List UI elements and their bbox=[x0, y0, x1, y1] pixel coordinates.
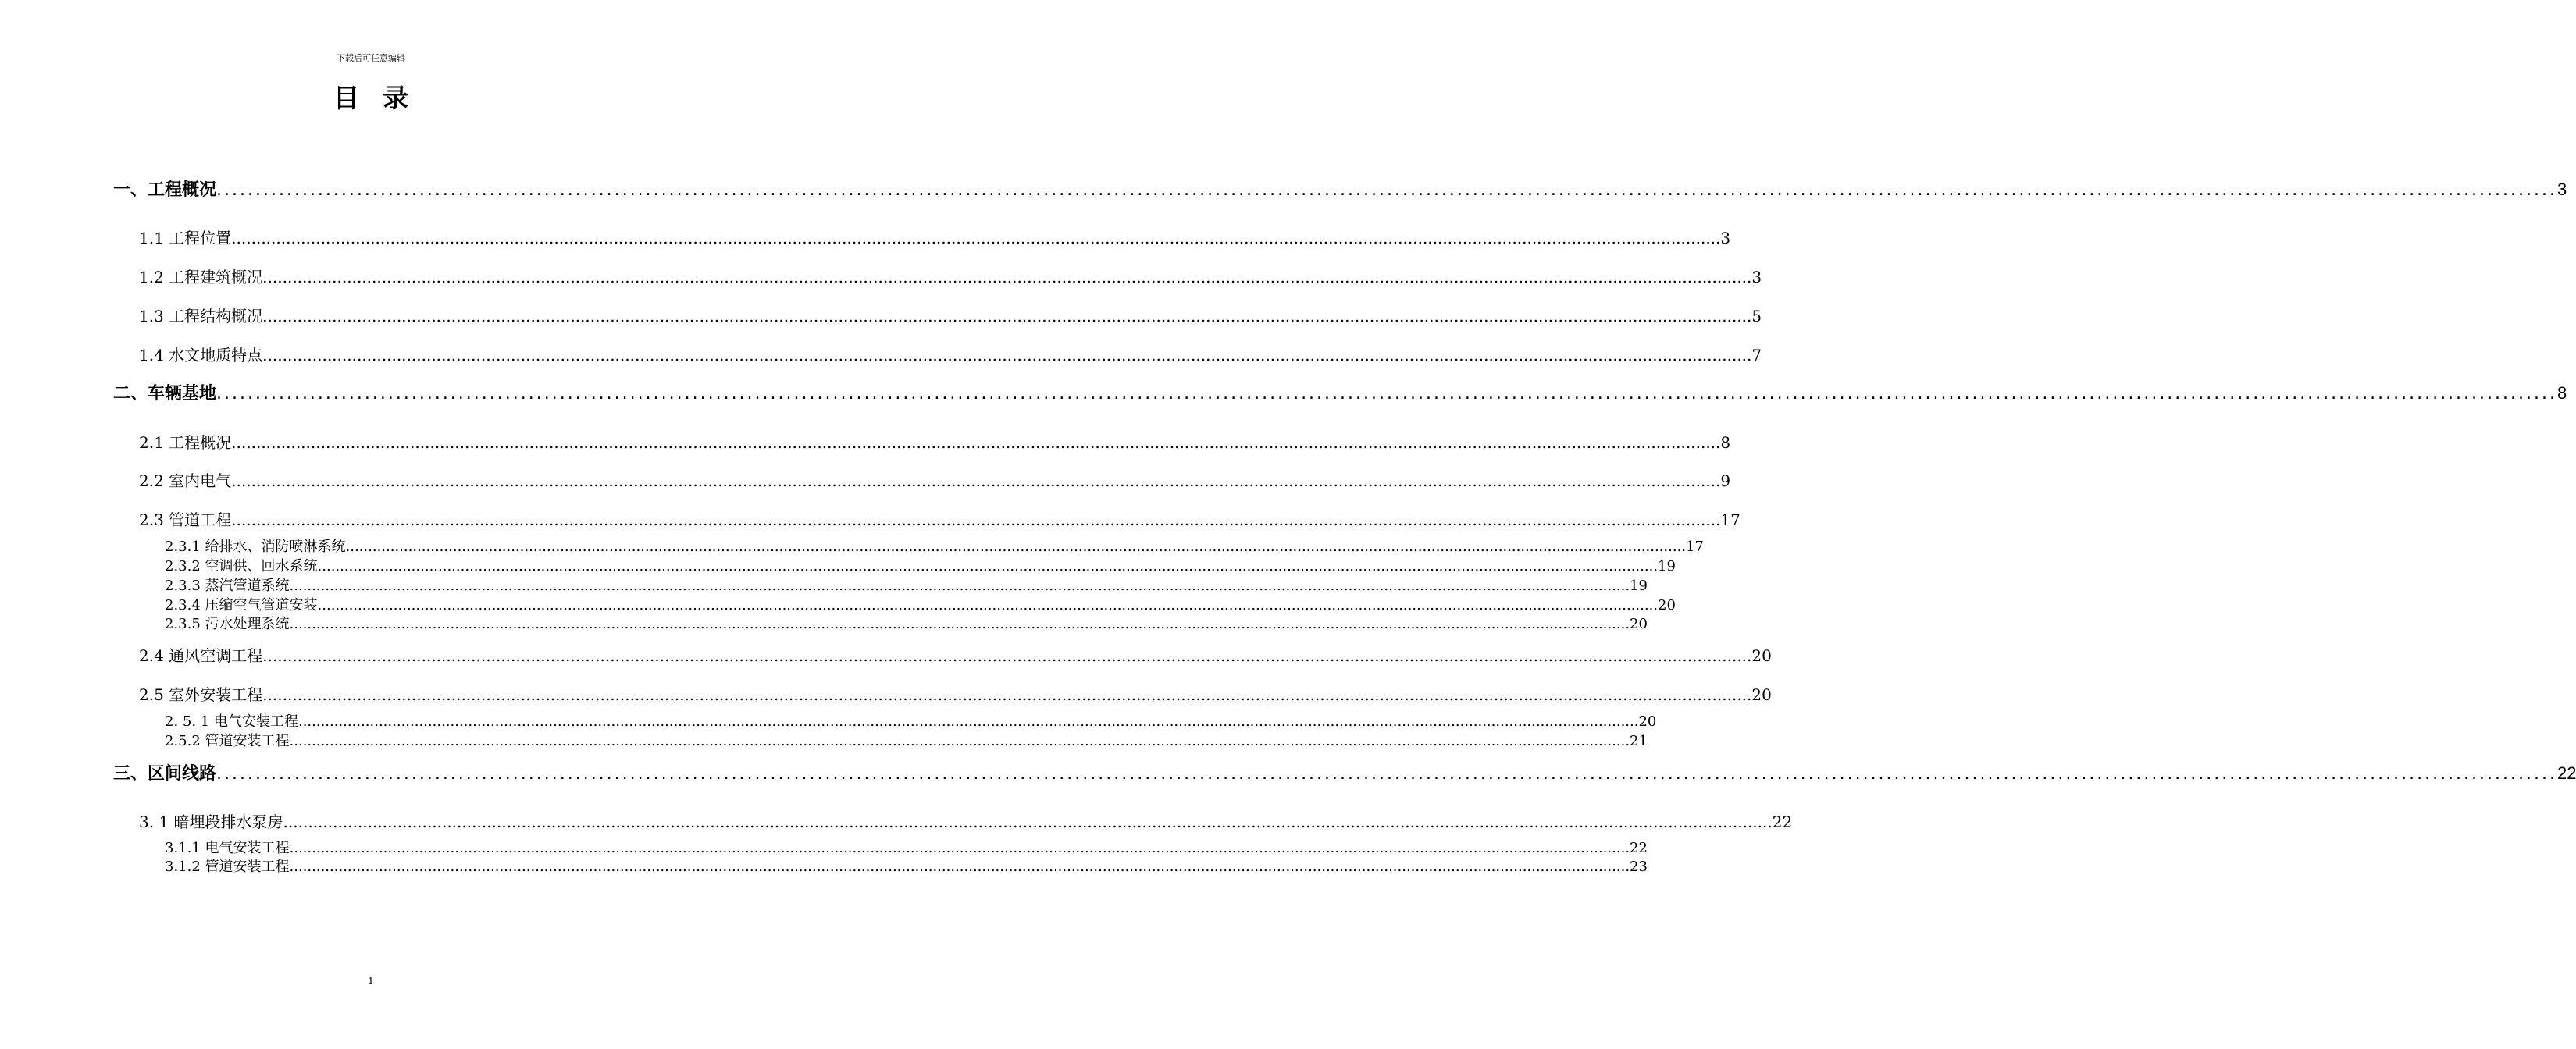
toc-entry-page: 5 bbox=[1751, 307, 1762, 325]
toc-entry[interactable] bbox=[165, 557, 1676, 576]
toc-entry[interactable] bbox=[165, 858, 1648, 877]
toc-entry-label: 2.5.2 管道安装工程 bbox=[165, 733, 290, 749]
toc-entry-label: 1.3 工程结构概况 bbox=[139, 307, 263, 325]
toc-entry-label: 一、工程概况 bbox=[113, 180, 217, 200]
toc-entry-page: 20 bbox=[1630, 616, 1648, 632]
toc-entry[interactable] bbox=[139, 682, 1772, 705]
toc-entry[interactable] bbox=[139, 343, 1762, 365]
toc-entry-page: 20 bbox=[1751, 685, 1772, 704]
toc-entry[interactable] bbox=[165, 839, 1648, 858]
toc-dot-leader: ............................................................................................................................................................................................................................................................................................................ bbox=[231, 510, 1721, 529]
toc-dot-leader: ............................................................................................................................................................................................................................................................................................................ bbox=[289, 733, 1630, 749]
toc-dot-leader: ............................................................................................................................................................................................................................................................................................................ bbox=[262, 685, 1752, 704]
toc-entry-label: 2.3 管道工程 bbox=[139, 510, 232, 529]
toc-dot-leader: ............................................................................................................................................................................................................................................................................................................ bbox=[317, 558, 1659, 574]
toc-dot-leader: ............................................................................................................................................................................................................................................................................................................ bbox=[345, 539, 1687, 555]
toc-dot-leader: ............................................................................................................................................................................................................................................................................................................ bbox=[262, 346, 1752, 364]
toc-entry-page: 17 bbox=[1720, 510, 1740, 529]
toc-entry-page: 3 bbox=[2556, 180, 2567, 199]
toc-dot-leader: ............................................................................................................................................................................................................................................................................................................ bbox=[289, 578, 1630, 594]
toc-entry-page: 22 bbox=[1772, 813, 1793, 831]
toc-entry-page: 17 bbox=[1686, 539, 1704, 555]
toc-entry-label: 2.1 工程概况 bbox=[139, 433, 232, 452]
toc-dot-leader: ............................................................................................................................................................................................................................................................................................................ bbox=[216, 764, 2557, 784]
toc-entry-label: 2.3.2 空调供、回水系统 bbox=[165, 558, 318, 574]
toc-entry-label: 3. 1 暗埋段排水泵房 bbox=[139, 813, 283, 831]
toc-entry-label: 3.1.1 电气安装工程 bbox=[165, 840, 290, 856]
toc-entry[interactable] bbox=[165, 577, 1648, 596]
toc-entry[interactable] bbox=[139, 265, 1762, 287]
toc-entry-label: 三、区间线路 bbox=[113, 764, 217, 784]
toc-dot-leader: ............................................................................................................................................................................................................................................................................................................ bbox=[317, 597, 1659, 613]
toc-dot-leader: ............................................................................................................................................................................................................................................................................................................ bbox=[231, 433, 1721, 452]
toc-entry[interactable] bbox=[139, 304, 1762, 326]
toc-entry[interactable] bbox=[139, 507, 1740, 530]
toc-entry-page: 21 bbox=[1630, 733, 1648, 749]
toc-dot-leader: ............................................................................................................................................................................................................................................................................................................ bbox=[262, 307, 1752, 325]
toc-entry[interactable] bbox=[165, 615, 1648, 634]
toc-entry-label: 3.1.2 管道安装工程 bbox=[165, 859, 290, 875]
toc-entry-page: 23 bbox=[1630, 859, 1648, 875]
header-note: 下载后可任意编辑 bbox=[337, 53, 405, 63]
toc-entry[interactable] bbox=[139, 430, 1731, 453]
toc-entry-page: 19 bbox=[1658, 558, 1676, 574]
toc-entry-label: 2.3.1 给排水、消防喷淋系统 bbox=[165, 539, 346, 555]
toc-dot-leader: ............................................................................................................................................................................................................................................................................................................ bbox=[298, 713, 1639, 730]
toc-entry-page: 20 bbox=[1751, 646, 1772, 665]
toc-entry-page: 3 bbox=[1720, 229, 1731, 247]
toc-entry[interactable] bbox=[165, 732, 1648, 751]
toc-entry-label: 1.4 水文地质特点 bbox=[139, 346, 263, 364]
toc-entry-label: 2.5 室外安装工程 bbox=[139, 685, 263, 704]
toc-dot-leader: ............................................................................................................................................................................................................................................................................................................ bbox=[231, 229, 1721, 247]
toc-entry-label: 2. 5. 1 电气安装工程 bbox=[165, 713, 298, 730]
toc-entry-label: 2.2 室内电气 bbox=[139, 471, 232, 490]
toc-title: 目录 bbox=[333, 83, 432, 113]
toc-entry[interactable] bbox=[113, 760, 2576, 784]
toc-entry-label: 1.2 工程建筑概况 bbox=[139, 268, 263, 286]
toc-dot-leader: ............................................................................................................................................................................................................................................................................................................ bbox=[283, 813, 1773, 831]
toc-dot-leader: ............................................................................................................................................................................................................................................................................................................ bbox=[289, 859, 1630, 875]
toc-entry-label: 2.4 通风空调工程 bbox=[139, 646, 263, 665]
toc-dot-leader: ............................................................................................................................................................................................................................................................................................................ bbox=[289, 616, 1630, 632]
toc-dot-leader: ............................................................................................................................................................................................................................................................................................................ bbox=[216, 384, 2557, 404]
toc-dot-leader: ............................................................................................................................................................................................................................................................................................................ bbox=[216, 180, 2557, 200]
toc-entry-label: 2.3.3 蒸汽管道系统 bbox=[165, 578, 290, 594]
toc-entry-label: 2.3.5 污水处理系统 bbox=[165, 616, 290, 632]
toc-entry-page: 3 bbox=[1751, 268, 1762, 286]
toc-entry-page: 20 bbox=[1658, 597, 1676, 613]
toc-entry-page: 22 bbox=[2556, 763, 2576, 783]
page-number: 1 bbox=[368, 976, 374, 987]
toc-entry[interactable] bbox=[165, 596, 1676, 615]
toc-entry-page: 22 bbox=[1630, 840, 1648, 856]
toc-entry-page: 19 bbox=[1630, 578, 1648, 594]
toc-entry[interactable] bbox=[113, 176, 2567, 201]
toc-entry-label: 1.1 工程位置 bbox=[139, 229, 232, 247]
toc-entry-page: 8 bbox=[2556, 383, 2567, 403]
toc-dot-leader: ............................................................................................................................................................................................................................................................................................................ bbox=[262, 646, 1752, 665]
toc-dot-leader: ............................................................................................................................................................................................................................................................................................................ bbox=[231, 471, 1721, 490]
toc-dot-leader: ............................................................................................................................................................................................................................................................................................................ bbox=[262, 268, 1752, 286]
toc-entry-label: 2.3.4 压缩空气管道安装 bbox=[165, 597, 318, 613]
toc-entry[interactable] bbox=[139, 468, 1731, 491]
toc-entry[interactable] bbox=[165, 713, 1657, 731]
toc-entry[interactable] bbox=[139, 643, 1772, 666]
toc-entry-label: 二、车辆基地 bbox=[113, 384, 217, 404]
toc-entry[interactable] bbox=[113, 380, 2567, 404]
toc-entry-page: 7 bbox=[1751, 346, 1762, 364]
toc-entry-page: 20 bbox=[1638, 713, 1657, 730]
toc-entry[interactable] bbox=[139, 809, 1793, 832]
toc-dot-leader: ............................................................................................................................................................................................................................................................................................................ bbox=[289, 840, 1630, 856]
toc-entry-page: 8 bbox=[1720, 433, 1731, 452]
toc-entry[interactable] bbox=[139, 226, 1731, 248]
toc-entry-page: 9 bbox=[1720, 471, 1731, 490]
toc-entry[interactable] bbox=[165, 538, 1704, 557]
